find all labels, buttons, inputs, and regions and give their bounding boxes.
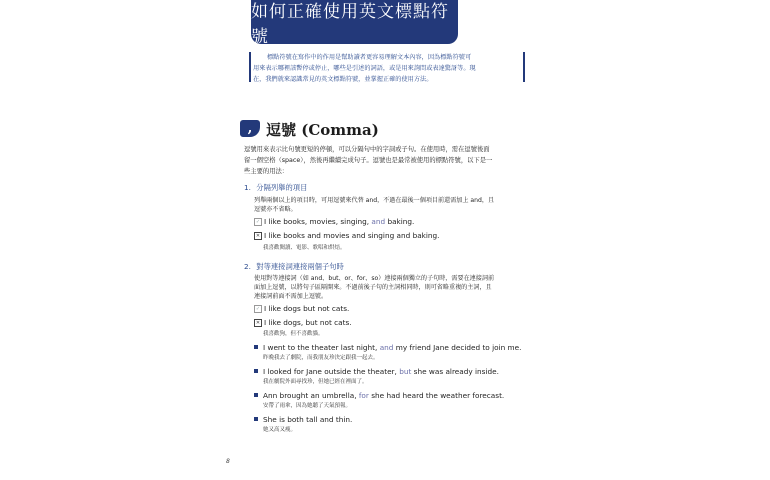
rule-2-example-for — [254, 391, 504, 400]
example-highlight: and — [379, 343, 394, 352]
desc-line-3: 些主要的用法： — [244, 168, 289, 175]
check-icon: ✓ — [255, 306, 261, 312]
page-title-banner — [251, 0, 458, 47]
rule-2-translation-4: 安帶了雨傘，因為她聽了天氣預報。 — [263, 403, 352, 409]
rule-1-number: 1. — [244, 183, 251, 192]
desc-line-1: 逗號用來表示比句號更短的停頓，可以分隔句中的字詞或子句。在使用時，需在逗號後面 — [244, 146, 490, 153]
intro-line-1: 標點符號在寫作中的作用是幫助讀者更容易理解文本內容，因為標點符號可 — [267, 54, 472, 61]
rule-2-translation-5: 她又高又瘦。 — [263, 427, 297, 433]
example-text-end: my friend Jane decided to join me. — [393, 343, 522, 352]
rule-1-example-correct — [254, 217, 414, 226]
example-highlight: but — [399, 367, 412, 376]
rule-1-text-line-2: 逗號亦不省略。 — [254, 206, 297, 213]
rule-2-number: 2. — [244, 262, 251, 271]
rule-2-title: 對等連接詞連接兩個子句時 — [256, 262, 344, 271]
example-text: I like dogs but not cats. — [264, 304, 350, 313]
desc-line-2: 留一個空格（space），然後再繼續完成句子。逗號也是最常被使用的標點符號，以下是一 — [244, 157, 493, 164]
rule-2-example-wrong — [254, 318, 352, 327]
section-title-en: (Comma) — [301, 121, 379, 139]
bullet-icon — [254, 393, 258, 397]
rule-2-example-correct — [254, 304, 349, 313]
rule-2-heading — [244, 262, 344, 272]
rule-2-translation-2: 昨晚我去了劇院，而我朋友珍決定跟我一起去。 — [263, 355, 379, 361]
example-text: I like books, movies, singing, — [264, 217, 372, 226]
example-text-end: she was already inside. — [411, 367, 499, 376]
rule-1-translation: 我喜歡閱讀、電影、歌唱和烘焙。 — [263, 245, 346, 251]
rule-1-title: 分隔列舉的項目 — [256, 183, 308, 192]
comma-icon: , — [240, 120, 260, 137]
example-highlight: for — [358, 391, 369, 400]
rule-2-text-line-2: 面加上逗號，以將句子區隔開來。不過前後子句的主詞相同時，則可省略重複的主詞，且 — [254, 284, 492, 291]
example-text-end: she had heard the weather forecast. — [368, 391, 505, 400]
intro-line-2: 用來表示哪裡該暫停或停止，哪些是引述的詞語，或是用來詢問或表達驚訝等。現 — [253, 65, 476, 72]
page-number: 8 — [226, 458, 230, 465]
rule-2-example-and — [254, 343, 521, 352]
example-text: I like dogs, but not cats. — [264, 318, 352, 327]
section-heading — [266, 119, 379, 140]
cross-icon: ✕ — [255, 233, 261, 239]
rule-2-text-line-3: 連接詞前面不需加上逗號。 — [254, 293, 328, 300]
page-title: 如何正確使用英文標點符號 — [251, 2, 449, 47]
example-text: Ann brought an umbrella, — [263, 391, 359, 400]
rule-2-example-both — [254, 415, 352, 424]
rule-2-example-but — [254, 367, 499, 376]
rule-1-heading — [244, 183, 307, 193]
intro-box — [249, 52, 525, 82]
bullet-icon — [254, 345, 258, 349]
rule-2-translation-1: 我喜歡狗，但不喜歡貓。 — [263, 331, 324, 337]
rule-2-translation-3: 我在劇院外面尋找珍，但她已經在裡面了。 — [263, 379, 368, 385]
bullet-icon — [254, 369, 258, 373]
intro-line-3: 在，我們就來認識常見的英文標點符號，並掌握正確的使用方法。 — [253, 76, 433, 83]
example-text: She is both tall and thin. — [263, 415, 353, 424]
example-text-end: baking. — [385, 217, 415, 226]
section-title-cn: 逗號 — [266, 121, 297, 139]
example-text: I like books and movies and singing and baking. — [264, 231, 440, 240]
rule-1-text — [254, 196, 512, 214]
rule-1-text-line-1: 列舉兩個以上的項目時，可用逗號來代替 and，不過在最後一個項目前還需加上 and，且 — [254, 197, 495, 204]
rule-1-example-wrong — [254, 231, 440, 240]
rule-2-text — [254, 274, 512, 301]
bullet-icon — [254, 417, 258, 421]
cross-icon: ✕ — [255, 320, 261, 326]
section-description — [244, 144, 516, 177]
example-text: I went to the theater last night, — [263, 343, 380, 352]
example-highlight: and — [371, 217, 386, 226]
check-icon: ✓ — [255, 219, 261, 225]
example-text: I looked for Jane outside the theater, — [263, 367, 400, 376]
rule-2-text-line-1: 使用對等連接詞（如 and、but、or、for、so）連接兩個獨立的子句時，需要在連接詞前 — [254, 275, 495, 282]
